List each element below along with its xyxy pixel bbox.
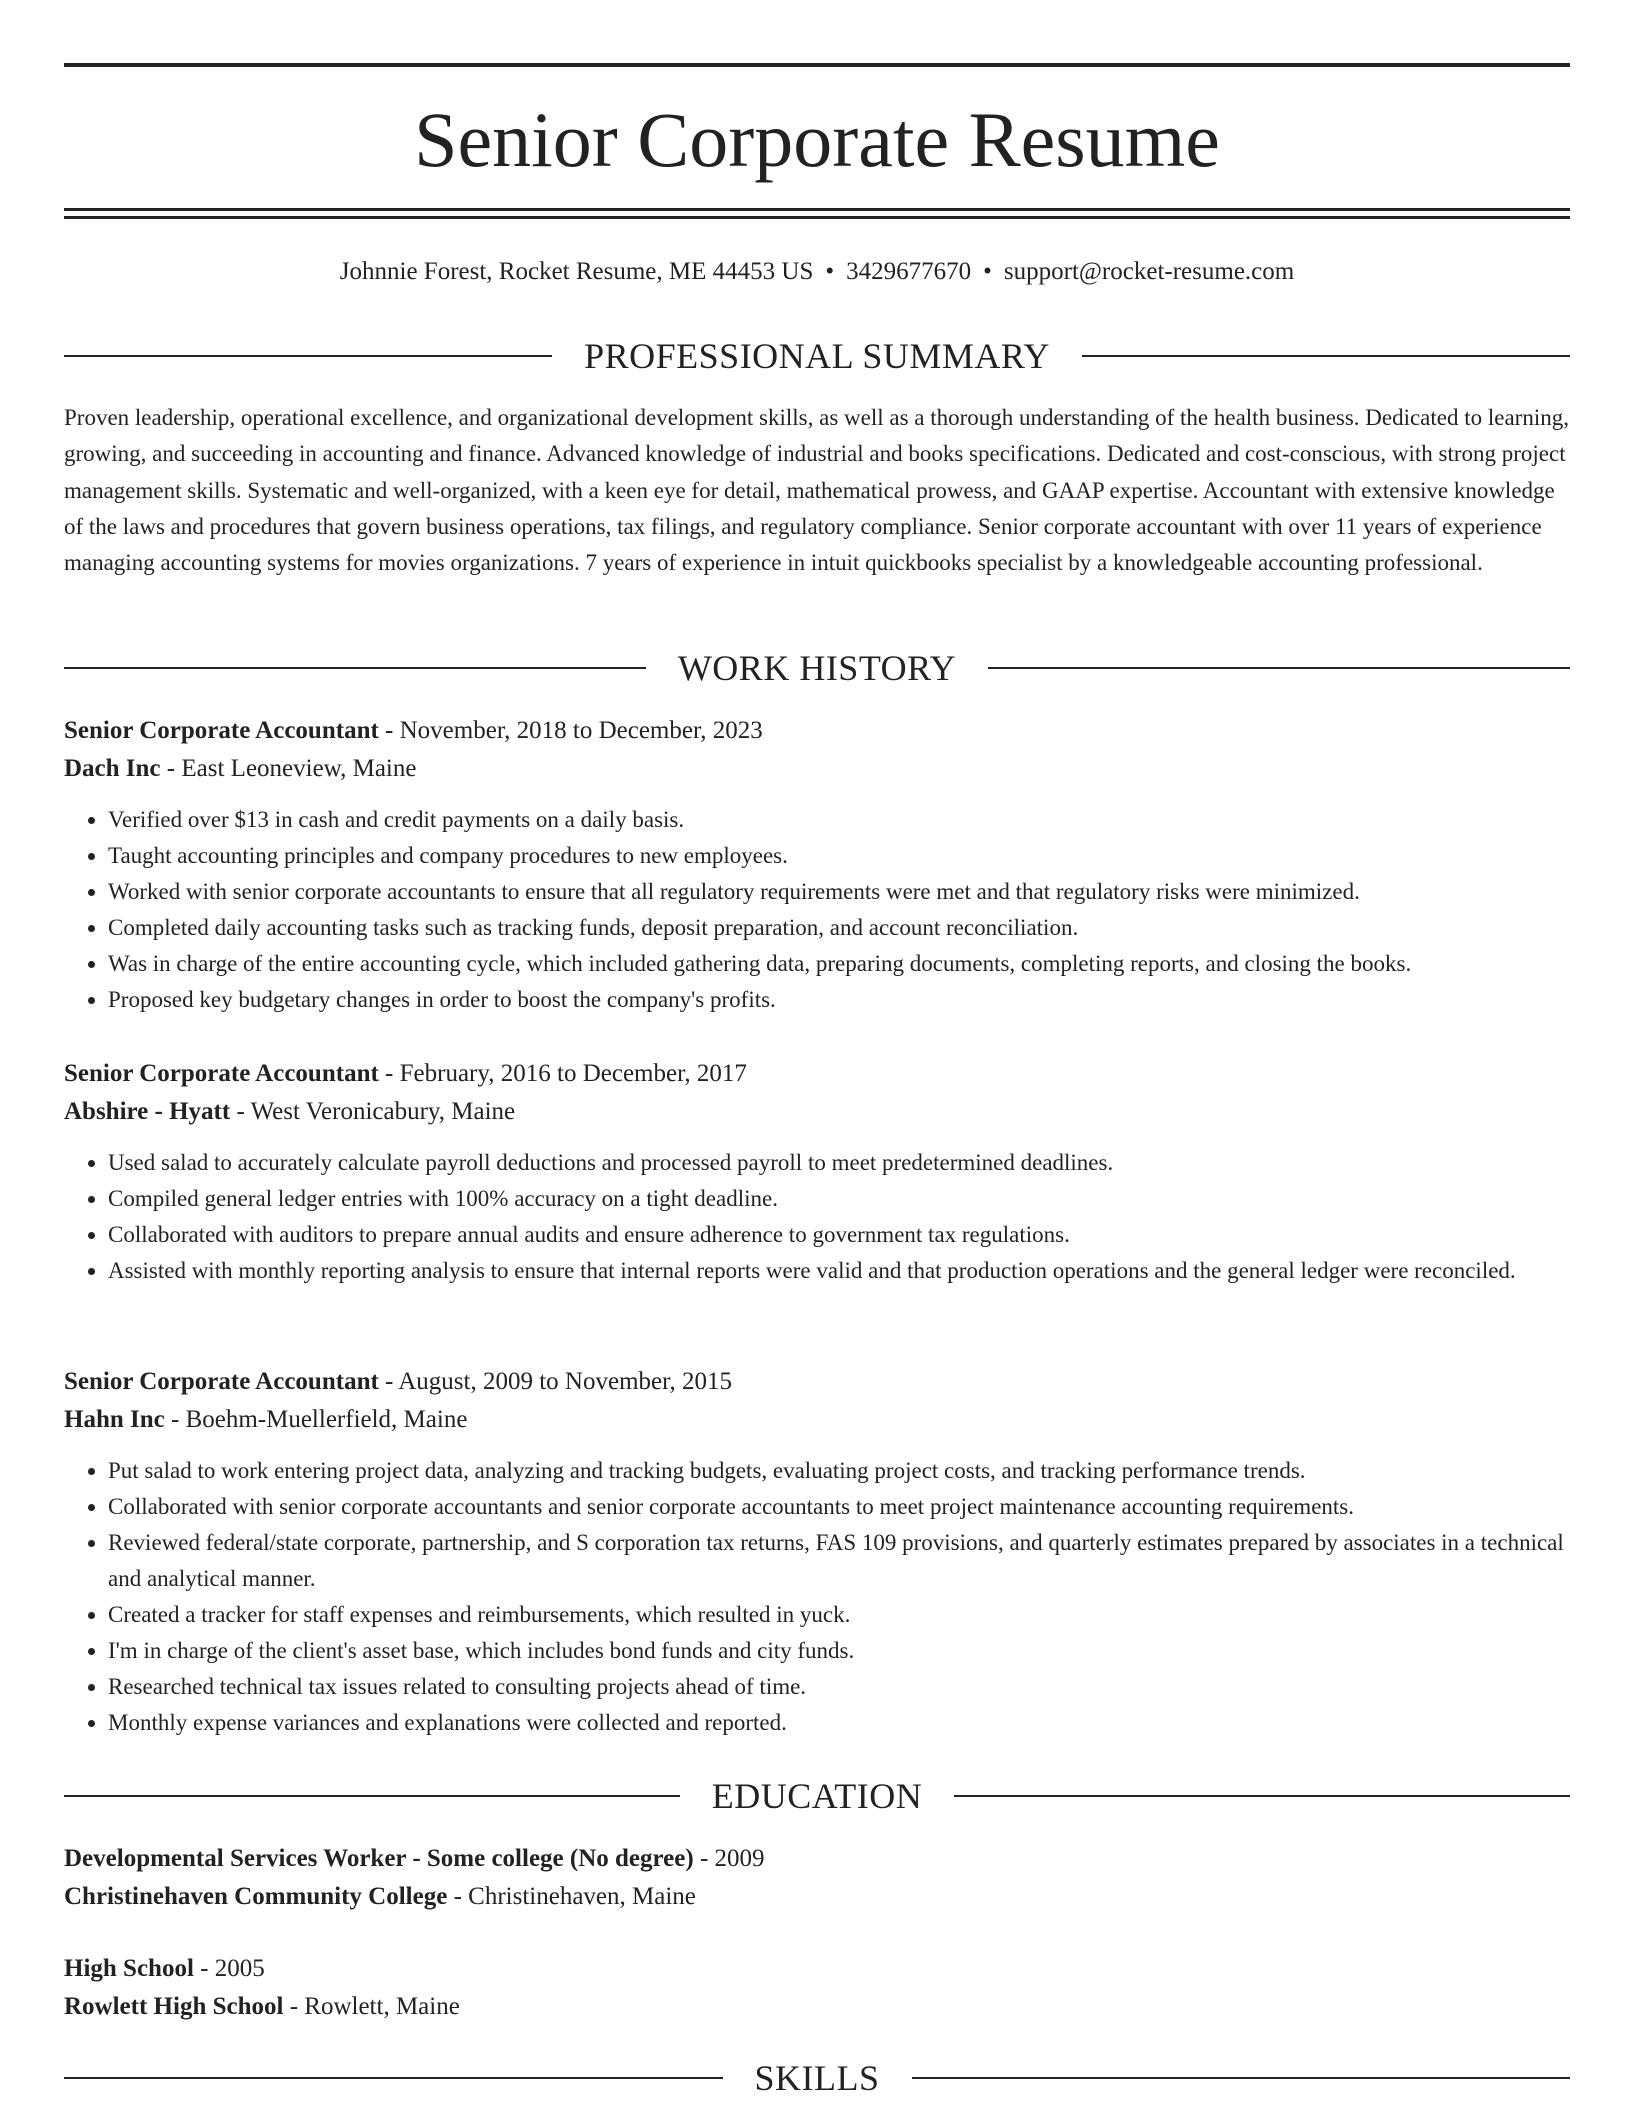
header-bottom-rule-2 <box>64 216 1570 219</box>
job-title: Senior Corporate Accountant <box>64 1060 379 1087</box>
education-location: Rowlett, Maine <box>304 1993 460 2020</box>
list-item: • I'm in charge of the client's asset base, which includes bond funds and city funds. <box>108 1633 1570 1669</box>
education-degree-line: High School - 2005 <box>64 1955 265 1982</box>
section-rule-left <box>64 667 646 669</box>
list-item: • Was in charge of the entire accounting cycle, which included gathering data, preparing documents, completing reports, and closing the books. <box>108 946 1570 982</box>
contact-email: support@rocket-resume.com <box>1003 258 1295 285</box>
list-item: • Researched technical tax issues related to consulting projects ahead of time. <box>108 1669 1570 1705</box>
list-item: • Verified over $13 in cash and credit payments on a daily basis. <box>108 802 1570 838</box>
job-title-line: Senior Corporate Accountant - February, 2016 to December, 2017 <box>64 1060 747 1087</box>
job-company: Abshire - Hyatt <box>64 1098 231 1125</box>
education-degree: High School <box>64 1955 194 1982</box>
list-item: • Compiled general ledger entries with 100% accuracy on a tight deadline. <box>108 1181 1570 1217</box>
job-company: Hahn Inc <box>64 1406 165 1433</box>
list-item: • Completed daily accounting tasks such as tracking funds, deposit preparation, and account reconciliation. <box>108 910 1570 946</box>
header-top-rule <box>64 63 1570 67</box>
job-bullets <box>64 802 1570 1018</box>
education-school-line: Christinehaven Community College - Christinehaven, Maine <box>64 1883 696 1910</box>
contact-phone: 3429677670 <box>846 258 972 285</box>
job-entry <box>64 1363 1570 1741</box>
section-title-work: WORK HISTORY <box>677 648 957 688</box>
job-title: Senior Corporate Accountant <box>64 717 379 744</box>
contact-address: Johnnie Forest, Rocket Resume, ME 44453 US <box>339 258 814 285</box>
job-company-line: Dach Inc - East Leoneview, Maine <box>64 755 417 782</box>
section-rule-left <box>64 2077 723 2079</box>
list-item: • Worked with senior corporate accountants to ensure that all regulatory requirements were met and that regulatory risks were minimized. <box>108 874 1570 910</box>
job-bullets <box>64 1145 1570 1289</box>
job-dates: November, 2018 to December, 2023 <box>399 717 763 744</box>
job-entry <box>64 712 1570 1018</box>
list-item: • Taught accounting principles and company procedures to new employees. <box>108 838 1570 874</box>
contact-separator: • <box>983 258 992 285</box>
education-year: 2005 <box>214 1955 265 1982</box>
education-location: Christinehaven, Maine <box>468 1883 696 1910</box>
education-entry <box>64 1840 1570 1916</box>
job-entry <box>64 1055 1570 1289</box>
section-title-education: EDUCATION <box>711 1776 923 1816</box>
section-header-work <box>64 646 1570 690</box>
list-item: • Collaborated with auditors to prepare annual audits and ensure adherence to government tax regulations. <box>108 1217 1570 1253</box>
education-entry <box>64 1950 1570 2026</box>
education-degree-line: Developmental Services Worker - Some college (No degree) - 2009 <box>64 1845 765 1872</box>
job-dates: August, 2009 to November, 2015 <box>398 1368 732 1395</box>
list-item: • Monthly expense variances and explanations were collected and reported. <box>108 1705 1570 1741</box>
education-school: Rowlett High School <box>64 1993 284 2020</box>
contact-line <box>64 254 1570 290</box>
section-rule-left <box>64 355 552 357</box>
job-company-line: Hahn Inc - Boehm-Muellerfield, Maine <box>64 1406 468 1433</box>
list-item: • Put salad to work entering project data, analyzing and tracking budgets, evaluating project costs, and tracking performance trends. <box>108 1453 1570 1489</box>
section-rule-right <box>1082 355 1570 357</box>
section-rule-left <box>64 1795 680 1797</box>
page-title: Senior Corporate Resume <box>414 96 1220 183</box>
section-title-skills: SKILLS <box>754 2058 880 2098</box>
header-bottom-rule-1 <box>64 208 1570 211</box>
job-title-line: Senior Corporate Accountant - August, 2009 to November, 2015 <box>64 1368 732 1395</box>
job-title: Senior Corporate Accountant <box>64 1368 379 1395</box>
education-year: 2009 <box>714 1845 765 1872</box>
job-location: Boehm-Muellerfield, Maine <box>185 1406 468 1433</box>
section-header-skills <box>64 2056 1570 2100</box>
job-dates: February, 2016 to December, 2017 <box>399 1060 747 1087</box>
list-item: • Created a tracker for staff expenses and reimbursements, which resulted in yuck. <box>108 1597 1570 1633</box>
section-rule-right <box>988 667 1570 669</box>
list-item: • Used salad to accurately calculate payroll deductions and processed payroll to meet predetermined deadlines. <box>108 1145 1570 1181</box>
job-location: East Leoneview, Maine <box>181 755 417 782</box>
section-header-summary <box>64 334 1570 378</box>
section-title-summary: PROFESSIONAL SUMMARY <box>584 336 1050 376</box>
list-item: • Assisted with monthly reporting analysis to ensure that internal reports were valid and that production operations and the general ledger were reconciled. <box>108 1253 1570 1289</box>
job-company: Dach Inc <box>64 755 161 782</box>
list-item: • Reviewed federal/state corporate, partnership, and S corporation tax returns, FAS 109 provisions, and quarterly estimates prepared by associates in a technical and analytical manner. <box>108 1525 1570 1597</box>
job-bullets <box>64 1453 1570 1741</box>
job-title-line: Senior Corporate Accountant - November, 2018 to December, 2023 <box>64 717 763 744</box>
list-item: • Collaborated with senior corporate accountants and senior corporate accountants to meet project maintenance accounting requirements. <box>108 1489 1570 1525</box>
education-school-line: Rowlett High School - Rowlett, Maine <box>64 1993 460 2020</box>
education-degree: Developmental Services Worker - Some college (No degree) <box>64 1845 694 1872</box>
summary-text: Proven leadership, operational excellence, and organizational development skills, as well as a thorough understanding of the health business. Dedicated to learning, growing, and succeeding in accounting and finance. Advanced knowledge of industrial and books specifications. Dedicated and cost-conscious, with strong project management skills. Systematic and well-organized, with a keen eye for detail, mathematical prowess, and GAAP expertise. Accountant with extensive knowledge of the laws and procedures that govern business operations, tax filings, and regulatory compliance. Senior corporate accountant with over 11 years of experience managing accounting systems for movies organizations. 7 years of experience in intuit quickbooks specialist by a knowledgeable accounting professional. <box>64 405 1569 576</box>
education-school: Christinehaven Community College <box>64 1883 448 1910</box>
job-company-line: Abshire - Hyatt - West Veronicabury, Maine <box>64 1098 516 1125</box>
section-header-education <box>64 1774 1570 1818</box>
list-item: • Proposed key budgetary changes in order to boost the company's profits. <box>108 982 1570 1018</box>
section-rule-right <box>954 1795 1570 1797</box>
job-location: West Veronicabury, Maine <box>250 1098 516 1125</box>
section-rule-right <box>912 2077 1571 2079</box>
contact-separator: • <box>825 258 835 285</box>
